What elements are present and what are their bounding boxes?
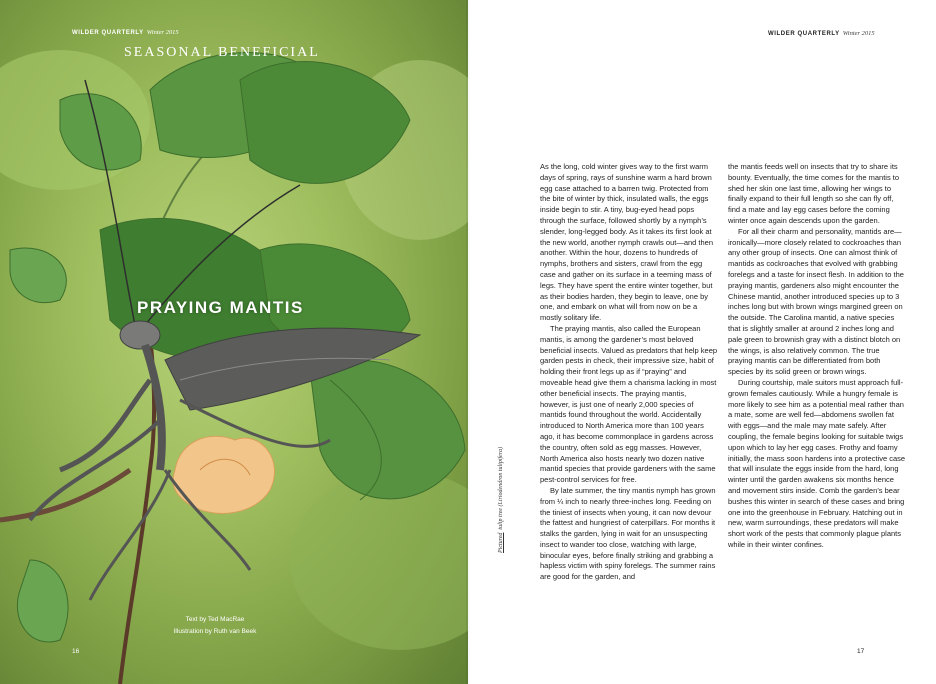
body-paragraph: By late summer, the tiny mantis nymph has grown from ¼ inch to nearly three-inches long. Feeding on the tiniest of insects when young, it can now devour the fattest and hungriest of caterpillars. For months it stalks the garden, lying in wait for an unsuspecting insect to wander too close, watching with large, binocular eyes, before finally striking and grabbing a hapless victim with spiny forelegs. The summer rains are good for the garden, and [540,485,716,582]
magazine-name: WILDER QUARTERLY [768,31,840,37]
body-paragraph: During courtship, male suitors must approach full-grown females cautiously. While a hungry female is more likely to see him as a potential meal rather than a mate, some are well fed—abdomens swollen fat with eggs—and the male may mate safely. After coupling, the female begins looking for suitable twigs upon which to lay her egg cases. Frothy and foamy initially, the mass soon hardens into a protective case that will insulate the eggs inside from the hard, long winter until the garden awakens six months hence and movement stirs inside. Comb the garden’s bear bushes this winter in search of these cases and bring one into the greenhouse in February. Hatching out in new, warm surroundings, these predators will make short work of the pests that commonly plague plants while in their winter confines. [728,377,906,549]
page-number-right: 17 [857,648,865,655]
credits [150,614,280,638]
issue-label: Winter 2015 [146,29,179,36]
caption-label: Pictured [498,532,504,553]
caption-text: tulip tree (Liriodendron tulipifera) [498,446,504,530]
page-number-left: 16 [72,648,80,655]
running-head-right [768,30,875,37]
running-head-left [72,29,179,36]
body-paragraph: For all their charm and personality, mantids are—ironically—more closely related to cockroaches than any other group of insects. One can almost think of mantids as cockroaches that evolved with grabbing forelegs and a taste for insect flesh. In addition to the praying mantis, gardeners also might encounter the Chinese mantid, another introduced species up to 3 inches long but with brown wings margined green on the outside. The Carolina mantid, a native species that is slightly smaller at around 2 inches long and pale green to brownish gray with a distinct blotch on the wings, is also relatively common. The true praying mantis can be differentiated from both species by its solid green or brown wings. [728,226,904,377]
spine-gutter [466,0,470,684]
right-page [468,0,936,684]
section-title: SEASONAL BENEFICIAL [124,45,320,60]
body-paragraph: The praying mantis, also called the European mantis, is among the gardener’s most beloved beneficial insects. Valued as predators that help keep garden pests in check, their impressive size, habit of holding their front legs up as if “praying” and moveable head give them a charisma lacking in most other beneficial insects. The praying mantis, however, is just one of nearly 2,000 species of mantids found throughout the world. Accidentally introduced to North America more than 100 years ago, it has become commonplace in gardens across the country, often sold as egg masses. However, North America also hosts nearly two dozen native mantid species that provide gardeners with the same pest-control services for free. [540,323,718,485]
issue-label: Winter 2015 [842,30,875,37]
body-paragraph: As the long, cold winter gives way to the first warm days of spring, rays of sunshine warm a hard brown egg case attached to a barren twig. Protected from the bite of winter by thick, insulated walls, the eggs inside begin to stir. A tiny, bug-eyed head pops through the surface, followed shortly by a nymph’s slender, long-legged body. As it takes its first look at the new world, another nymph crawls out—and then another. Within the hour, dozens to hundreds of nymphs, brothers and sisters, crawl from the egg case and gather on its surface in a teeming mass of legs. They have spent the entire winter together, but as their bodies harden, they begin to leave, one by one, and embark on what will from now on be a mostly solitary life. [540,162,714,323]
body-column-1 [540,162,718,583]
text-credit: Text by Ted MacRae [185,616,245,623]
body-paragraph: the mantis feeds well on insects that try to share its bounty. Eventually, the time comes for the mantis to shed her skin one last time, allowing her wings to finally expand to their full length so she can fly off, find a mate and lay egg cases before the coming winter once again descends upon the garden. [728,162,900,225]
image-caption [498,447,504,553]
article-title: PRAYING MANTIS [137,298,304,317]
illustration-credit: Illustration by Ruth van Beek [173,628,257,635]
magazine-name: WILDER QUARTERLY [72,30,144,36]
body-column-2 [728,162,906,551]
